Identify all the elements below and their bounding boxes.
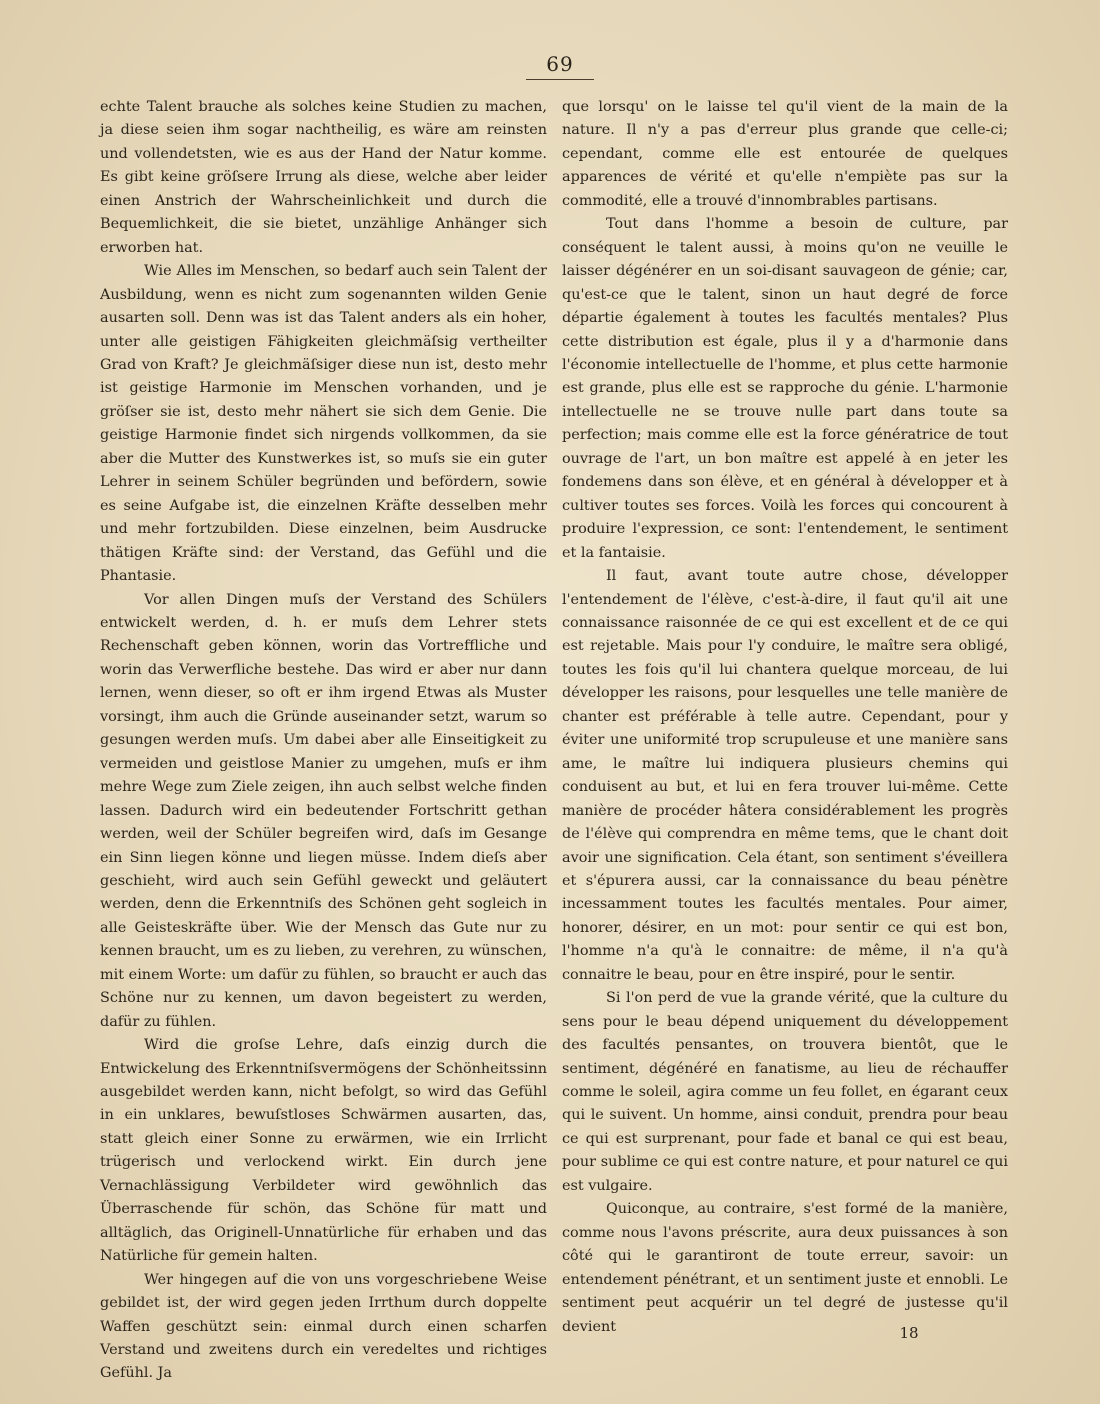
french-paragraph-4: Si l'on perd de vue la grande vérité, que la culture du sens pour le beau dépend uniquement du développement des facultés pensantes, on trouvera bientôt, que le sentiment, dégénéré en fanatisme, au lieu de réchauffer comme le soleil, agira comme un feu follet, en égarant ceux qui le suivent. Un homme, ainsi conduit, prendra pour beau ce qui est surprenant, pour fade et banal ce qui est beau, pour sublime ce qui est contre nature, et pour naturel ce qui est vulgaire.: [562, 990, 1008, 1194]
french-paragraph-5: Quiconque, au contraire, s'est formé de la manière, comme nous l'avons préscrite, aura deux puissances à son côté qui le garantiront de toute erreur, savoir: un entendement pénétrant, et un sentiment juste et ennobli. Le sentiment peut acquérir un tel degré de justesse qu'il devient: [562, 1201, 1008, 1335]
french-paragraph-1: que lorsqu' on le laisse tel qu'il vient de la main de la nature. Il n'y a pas d'erreur plus grande que celle-ci; cependant, comme elle est entourée de quelques apparences de vérité et qu'elle n'empiète pas sur la commodité, elle a trouvé d'innombrables partisans.: [562, 99, 1008, 209]
page-number-rule: [526, 79, 594, 80]
german-paragraph-4: Wird die groſse Lehre, daſs einzig durch die Entwickelung des Erkenntniſsvermögens der Schönheitssinn ausgebildet werden kann, nicht befolgt, so wird das Gefühl in ein unklares, bewuſstloses Schwärmen ausarten, das, statt gleich einer Sonne zu erwärmen, wie ein Irrlicht trügerisch und verlockend wirkt. Ein durch jene Vernachlässigung Verbildeter wird gewöhnlich das Überraschende für schön, das Schöne für matt und alltäglich, das Originell-Unnatürliche für erhaben und das Natürliche für gemein halten.: [100, 1037, 547, 1265]
signature-mark: 18: [899, 1324, 919, 1342]
german-paragraph-1: echte Talent brauche als solches keine Studien zu machen, ja diese seien ihm sogar nachtheilig, es wäre am reinsten und vollendetsten, wie es aus der Hand der Natur komme. Es gibt keine gröſsere Irrung als diese, welche aber leider einen Anstrich der Wahrscheinlichkeit und durch die Bequemlichkeit, die sie bietet, unzählige Anhänger sich erworben hat.: [100, 99, 547, 256]
german-paragraph-2: Wie Alles im Menschen, so bedarf auch sein Talent der Ausbildung, wenn es nicht zum sogenannten wilden Genie ausarten soll. Denn was ist das Talent anders als ein hoher, unter alle geistigen Fähigkeiten gleichmäſsig vertheilter Grad von Kraft? Je gleichmäſsiger diese nun ist, desto mehr ist geistige Harmonie im Menschen vorhanden, und je gröſser sie ist, desto mehr nähert sie sich dem Genie. Die geistige Harmonie findet sich nirgends vollkommen, da sie aber die Mutter des Kunstwerkes ist, so muſs sie ein guter Lehrer in seinem Schüler begründen und befördern, sowie es seine Aufgabe ist, die einzelnen Kräfte desselben mehr und mehr fortzubilden. Diese einzelnen, beim Ausdrucke thätigen Kräfte sind: der Verstand, das Gefühl und die Phantasie.: [100, 263, 547, 585]
french-paragraph-2: Tout dans l'homme a besoin de culture, par conséquent le talent aussi, à moins qu'on ne veuille le laisser dégénérer en un soi-disant sauvageon de génie; car, qu'est-ce que le talent, sinon un haut degré de force départie également à toutes les facultés mentales? Plus cette distribution est égale, plus il y a d'harmonie dans l'économie intellectuelle de l'homme, et plus cette harmonie est grande, plus elle est se rapproche du génie. L'harmonie intellectuelle ne se trouve nulle part dans toute sa perfection; mais comme elle est la force génératrice de tout ouvrage de l'art, un bon maître est appelé à en jeter les fondemens dans son élève, et en général à développer et à cultiver toutes ses forces. Voilà les forces qui concourent à produire l'expression, ce sont: l'entendement, le sentiment et la fantaisie.: [562, 216, 1008, 561]
german-column: [100, 96, 547, 1386]
german-paragraph-3: Vor allen Dingen muſs der Verstand des Schülers entwickelt werden, d. h. er muſs dem Lehrer stets Rechenschaft geben können, worin das Vortreffliche und worin das Verwerfliche bestehe. Das wird er aber nur dann lernen, wenn dieser, so oft er ihm irgend Etwas als Muster vorsingt, ihm auch die Gründe auseinander setzt, warum so gesungen werden muſs. Um dabei aber alle Einseitigkeit zu vermeiden und geistlose Manier zu umgehen, muſs er ihm mehre Wege zum Ziele zeigen, ihn auch selbst welche finden lassen. Dadurch wird ein bedeutender Fortschritt gethan werden, weil der Schüler begreifen wird, daſs im Gesange ein Sinn liegen könne und liegen müsse. Indem dieſs aber geschieht, wird auch sein Gefühl geweckt und geläutert werden, denn die Erkenntniſs des Schönen geht sogleich in alle Geisteskräfte über. Wie der Mensch das Gute nur zu kennen braucht, um es zu lieben, zu verehren, zu wünschen, mit einem Worte: um dafür zu fühlen, so braucht er auch das Schöne nur zu kennen, um davon begeistert zu werden, dafür zu fühlen.: [100, 591, 547, 1030]
page-number: 69: [546, 52, 574, 76]
german-paragraph-5: Wer hingegen auf die von uns vorgeschriebene Weise gebildet ist, der wird gegen jeden Irrthum durch doppelte Waffen geschützt sein: einmal durch einen scharfen Verstand und zweitens durch ein veredeltes und richtiges Gefühl. Ja: [100, 1271, 547, 1382]
french-paragraph-3: Il faut, avant toute autre chose, développer l'entendement de l'élève, c'est-à-dire, il faut qu'il ait une connaissance raisonnée de ce qui est excellent et de ce qui est rejetable. Mais pour l'y conduire, le maître sera obligé, toutes les fois qu'il lui chantera quelque morceau, de lui développer les raisons, pour lesquelles une telle manière de chanter est préférable à telle autre. Cependant, pour y éviter une uniformité trop scrupuleuse et une manière sans ame, le maître lui indiquera plusieurs chemins qui conduisent au but, et lui en fera trouver lui-même. Cette manière de procéder hâtera considérablement les progrès de l'élève qui comprendra en même tems, que le chant doit avoir une signification. Cela étant, son sentiment s'éveillera et s'épurera aussi, car la connaissance du beau pénètre incessamment toutes les facultés mentales. Pour aimer, honorer, désirer, en un mot: pour sentir ce qui est bon, l'homme n'a qu'à le connaitre: de même, il n'a qu'à connaitre le beau, pour en être inspiré, pour le sentir.: [562, 568, 1008, 983]
french-column: [562, 96, 1008, 1339]
